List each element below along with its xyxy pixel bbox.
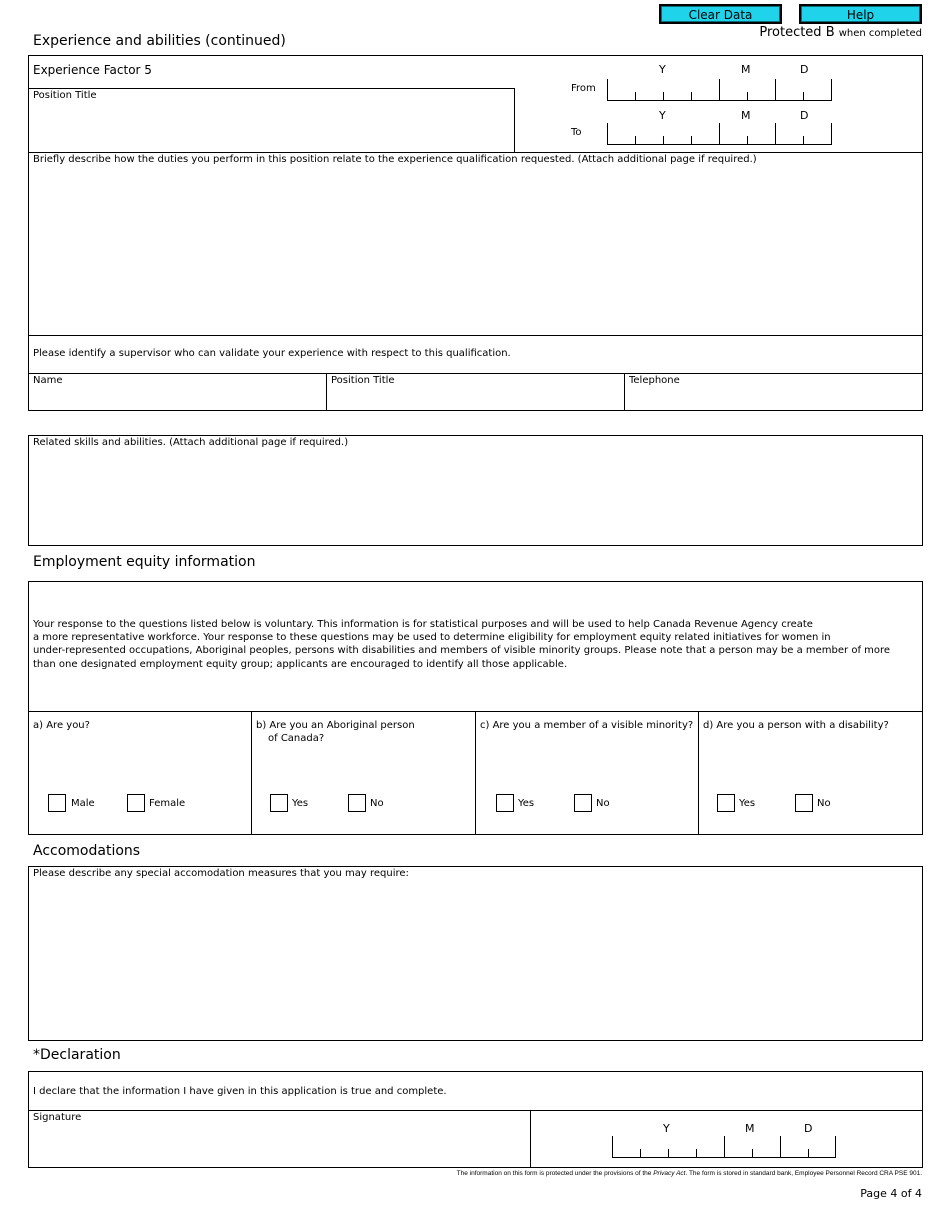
to-year-label: Y	[659, 109, 666, 122]
question-c: c) Are you a member of a visible minority?	[480, 720, 694, 731]
divider	[28, 373, 923, 374]
divider	[514, 88, 515, 152]
from-year-label: Y	[659, 63, 666, 76]
signature-label: Signature	[33, 1112, 82, 1123]
to-label: To	[571, 127, 582, 138]
divider	[530, 1110, 531, 1168]
help-button[interactable]: Help	[799, 4, 922, 24]
clear-data-button[interactable]: Clear Data	[659, 4, 782, 24]
declaration-statement: I declare that the information I have given in this application is true and complete.	[33, 1086, 447, 1097]
supervisor-position-input[interactable]	[328, 388, 622, 409]
divider	[624, 373, 625, 411]
disability-no-checkbox[interactable]	[795, 794, 813, 812]
page-number: Page 4 of 4	[860, 1187, 922, 1200]
male-label: Male	[71, 798, 95, 809]
skills-label: Related skills and abilities. (Attach additional page if required.)	[33, 437, 349, 448]
decl-month-label: M	[745, 1122, 755, 1135]
aboriginal-yes-checkbox[interactable]	[270, 794, 288, 812]
equity-intro-line-2: a more representative workforce. Your response to these questions may be used to determine eligibility for employment equity related initiatives for women in	[33, 632, 831, 643]
experience-section-title: Experience and abilities (continued)	[33, 33, 286, 49]
decl-day-label: D	[804, 1122, 813, 1135]
accommodations-label: Please describe any special accomodation measures that you may require:	[33, 868, 409, 879]
supervisor-label: Please identify a supervisor who can validate your experience with respect to this qualification.	[33, 348, 511, 359]
from-label: From	[571, 83, 596, 94]
disability-yes-label: Yes	[739, 798, 756, 809]
female-label: Female	[149, 798, 186, 809]
declaration-date-field[interactable]	[612, 1136, 836, 1158]
equity-intro-line-3: under-represented occupations, Aboriginal peoples, persons with disabilities and members of visible minority groups. Please note that a person may be a member of more	[33, 645, 891, 656]
privacy-text-1: The information on this form is protected under the provisions of the	[456, 1170, 654, 1177]
declaration-section-title	[33, 1047, 121, 1063]
divider	[251, 711, 252, 835]
accommodations-section-title: Accomodations	[33, 843, 141, 859]
equity-intro-line-1: Your response to the questions listed below is voluntary. This information is for statistical purposes and will be used to help Canada Revenue Agency create	[33, 619, 813, 630]
divider	[475, 711, 476, 835]
to-day-label: D	[800, 109, 809, 122]
from-date-field[interactable]	[607, 79, 832, 101]
question-d: d) Are you a person with a disability?	[703, 720, 889, 731]
aboriginal-yes-label: Yes	[292, 798, 309, 809]
position-title-input[interactable]	[30, 103, 512, 150]
skills-textarea[interactable]	[30, 451, 920, 544]
experience-factor-title: Experience Factor 5	[33, 63, 152, 77]
equity-intro-line-4: than one designated employment equity group; applicants are encouraged to identify all those applicable.	[33, 659, 568, 670]
supervisor-telephone-label: Telephone	[629, 375, 680, 386]
duties-label: Briefly describe how the duties you perform in this position relate to the experience qualification requested. (Attach additional page if required.)	[33, 154, 757, 165]
protected-notice	[759, 25, 922, 40]
minority-no-checkbox[interactable]	[574, 794, 592, 812]
privacy-act-text: Privacy Act	[653, 1170, 686, 1177]
divider	[326, 373, 327, 411]
male-checkbox[interactable]	[48, 794, 66, 812]
privacy-notice	[457, 1170, 922, 1177]
supervisor-position-label: Position Title	[331, 375, 395, 386]
supervisor-name-input[interactable]	[30, 388, 324, 409]
position-title-label: Position Title	[33, 90, 97, 101]
from-month-label: M	[741, 63, 751, 76]
divider	[698, 711, 699, 835]
disability-yes-checkbox[interactable]	[717, 794, 735, 812]
divider	[28, 152, 923, 153]
divider	[28, 335, 923, 336]
aboriginal-no-label: No	[370, 798, 384, 809]
from-day-label: D	[800, 63, 809, 76]
required-asterisk: *	[33, 1047, 40, 1063]
declaration-title-text: Declaration	[40, 1047, 121, 1063]
question-a: a) Are you?	[33, 720, 90, 731]
to-date-field[interactable]	[607, 123, 832, 145]
duties-textarea[interactable]	[30, 168, 920, 333]
aboriginal-no-checkbox[interactable]	[348, 794, 366, 812]
minority-yes-label: Yes	[518, 798, 535, 809]
female-checkbox[interactable]	[127, 794, 145, 812]
accommodations-textarea[interactable]	[30, 882, 920, 1039]
divider	[28, 88, 515, 89]
privacy-text-2: . The form is stored in standard bank, Employee Personnel Record CRA PSE 901.	[685, 1170, 922, 1177]
minority-yes-checkbox[interactable]	[496, 794, 514, 812]
decl-year-label: Y	[663, 1122, 670, 1135]
protected-when-completed: when completed	[838, 28, 922, 39]
disability-no-label: No	[817, 798, 831, 809]
supervisor-name-label: Name	[33, 375, 63, 386]
question-b-line-1: b) Are you an Aboriginal person	[256, 720, 415, 731]
to-month-label: M	[741, 109, 751, 122]
minority-no-label: No	[596, 798, 610, 809]
equity-section-title: Employment equity information	[33, 554, 256, 570]
question-b-line-2: of Canada?	[268, 733, 325, 744]
supervisor-telephone-input[interactable]	[626, 388, 920, 409]
signature-field[interactable]	[30, 1126, 528, 1166]
protected-b-label: Protected B	[759, 25, 835, 40]
divider	[28, 1110, 923, 1111]
